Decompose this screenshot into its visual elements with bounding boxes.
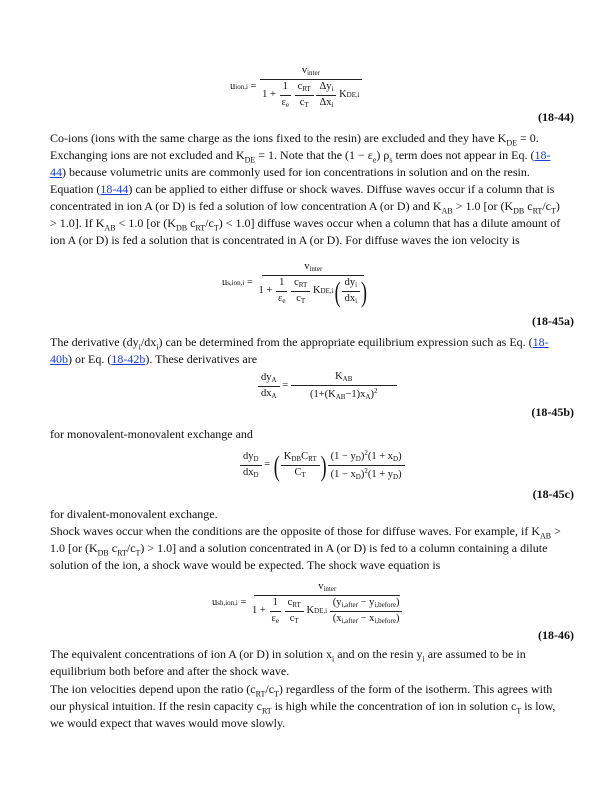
link-eq-18-44-second[interactable]: 18-44 (100, 182, 129, 196)
equation-number-18-46: (18-46) (538, 628, 574, 642)
equation-number-18-45a: (18-45a) (532, 314, 574, 328)
equation-number-18-45b: (18-45b) (531, 405, 574, 419)
paragraph-equivalent-concentrations: The equivalent concentrations of ion A (or D) in solution $x_i$ and on the resin $y_i$ are assumed to be in equilibrium both before and after the shock wave. (50, 647, 526, 678)
equation-18-46: u sh,ion,i = $v_{inter}$ 1 + $\frac{1}{\varepsilon_e}$ $\frac{c_{RT}}{c_T}$ K DE,i $\frac{(y_{i,after} - y_{i,before})}{(x_{i,after} - x_{i,before})}$ (212, 582, 405, 625)
link-eq-18-42b[interactable]: 18-42b (111, 352, 146, 366)
equation-18-44: u ion,i = $v_{inter}$ 1 + $\frac{1}{\varepsilon_e}$ $\frac{c_{RT}}{c_T}$ $\frac{\Delta y_i}{\Delta x_i}$ K DE,i (230, 66, 363, 109)
paragraph-ion-exclusion: Co-ions (ions with the same charge as the ions fixed to the resin) are excluded and they have $K_{DE} = 0$. Exchanging ions are not excluded and $K_{DE} = 1$. Note that the $(1 - \varepsilon_e)$ $\rho_s$ term does not appear in Eq. (18-44) because volumetric units are commonly used for ion concentrations in solution and on the resin. Equation (18-44) can be applied to either diffuse or shock waves. Diffuse waves occur if a column that is concentrated in ion A (or D) is fed a solution of low concentration A (or D) and $K_{AB} > 1.0$ [or ($K_{DB}$ $c_{RT}/c_T) > 1.0$]. If $K_{AB} < 1.0$ [or ($K_{DB}$ $c_{RT}/c_T) < 1.0$] diffuse waves occur when a column that has a dilute amount of ion A (or D) is fed a solution that is concentrated in A (or D). For diffuse waves the ion velocity is (50, 131, 561, 247)
equation-number-18-44: (18-44) (538, 110, 574, 124)
equation-18-45c: $\frac{dy_D}{dx_D}$ = ( $\frac{K_{DB}C_{RT}}{C_T}$ ) $\frac{(1 - y_D)^2(1 + x_D)}{(1 - x_D)^2(1 + y_D)}$ (240, 450, 405, 481)
link-eq-18-44[interactable]: 18-44 (50, 148, 551, 179)
paragraph-ion-velocities: The ion velocities depend upon the ratio $(c_{RT}/c_T)$ regardless of the form of the isotherm. This agrees with our physical intuition. If the resin capacity $c_{RT}$ is high while the concentration of ion in solution $c_T$ is low, we would expect that waves would move slowly. (50, 682, 556, 730)
equation-number-18-45c: (18-45c) (532, 487, 574, 501)
link-eq-18-40b[interactable]: 18-40b (50, 335, 549, 366)
paragraph-derivative: The derivative $(dy_i/dx_i)$ can be determined from the appropriate equilibrium expression such as Eq. (18-40b) or Eq. (18-42b). These derivatives are (50, 335, 549, 366)
paragraph-shock-waves: Shock waves occur when the conditions are the opposite of those for diffuse waves. For example, if $K_{AB} > 1.0$ [or ($K_{DB}$ $c_{RT}/c_T) > 1.0$] and a solution concentrated in A (or D) is fed to a column containing a dilute solution of the ion, a shock wave would be expected. The shock wave equation is (50, 524, 561, 572)
paragraph-divalent: for divalent-monovalent exchange. (50, 507, 218, 521)
equation-18-45b: $\frac{dy_A}{dx_A}$ = $\frac{K_{AB}}{(1+(K_{AB}-1)x_A)^2}$ (258, 372, 397, 401)
paragraph-monovalent: for monovalent-monovalent exchange and (50, 427, 253, 441)
equation-18-45a: u s,ion,i = $v_{inter}$ 1 + $\frac{1}{\varepsilon_e}$ $\frac{c_{RT}}{c_T}$ K DE,i ( $\frac{dy_i}{dx_i}$ ) (222, 261, 368, 308)
